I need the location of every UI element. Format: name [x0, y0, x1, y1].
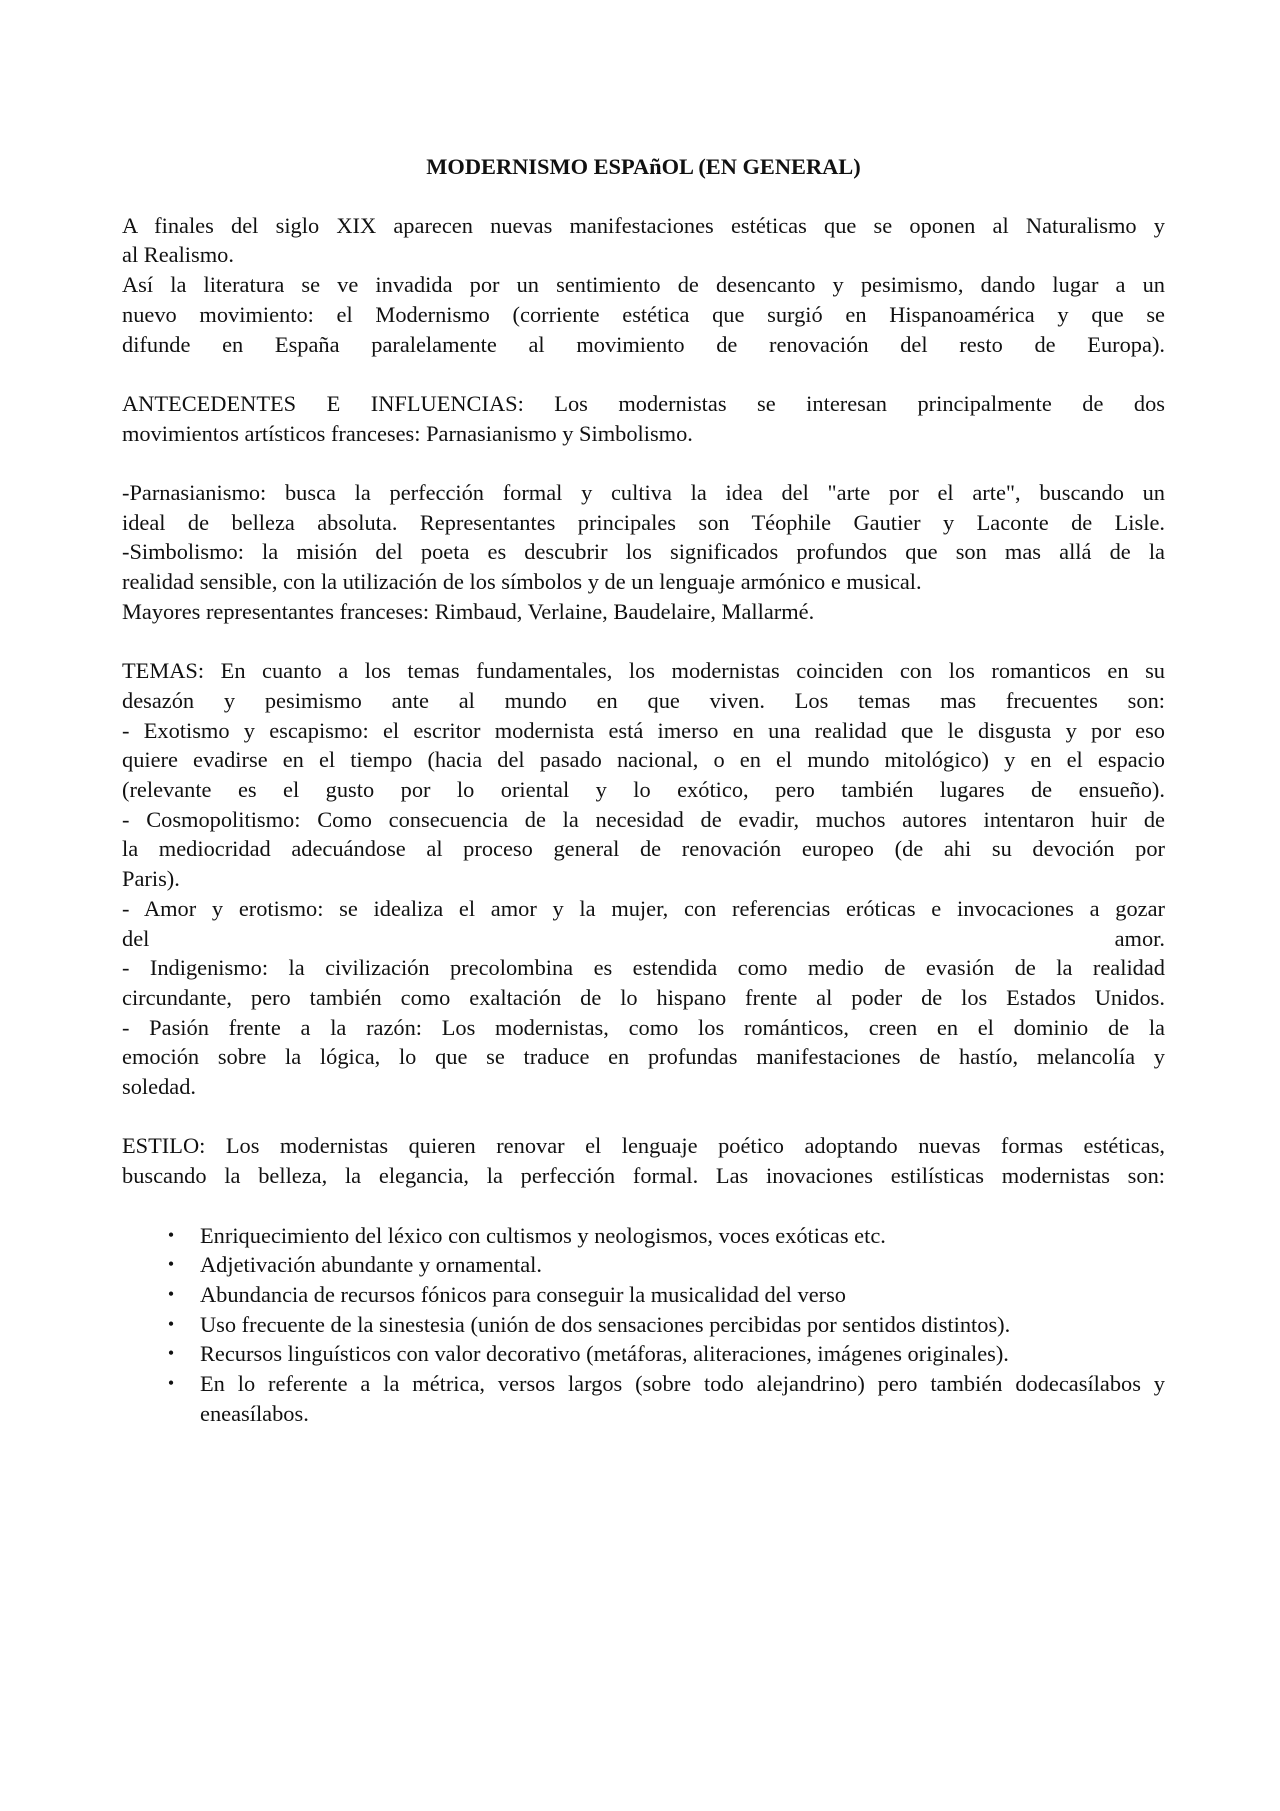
list-item-text: Uso frecuente de la sinestesia (unión de dos sensaciones percibidas por sentidos distintos).	[200, 1311, 1011, 1337]
antecedentes-paragraph	[122, 389, 1165, 448]
text-line: - Indigenismo: la civilización precolombina es estendida como medio de evasión de la realidad	[122, 955, 1165, 981]
text-line: quiere evadirse en el tiempo (hacia del pasado nacional, o en el mundo mitológico) y en el espacio	[122, 747, 1165, 773]
text-line: emoción sobre la lógica, lo que se traduce en profundas manifestaciones de hastío, melancolía y	[122, 1044, 1165, 1070]
list-item	[122, 1369, 1165, 1428]
text-line: la mediocridad adecuándose al proceso general de renovación europeo (de ahi su devoción por	[122, 836, 1165, 862]
text-line: Mayores representantes franceses: Rimbaud, Verlaine, Baudelaire, Mallarmé.	[122, 598, 815, 624]
list-item-text: En lo referente a la métrica, versos largos (sobre todo alejandrino) pero también dodecasílabos y eneasílabos.	[200, 1371, 1165, 1426]
text-line: - Pasión frente a la razón: Los modernistas, como los románticos, creen en el dominio de la	[122, 1014, 1165, 1040]
estilo-bullet-list	[122, 1221, 1165, 1429]
text-line: ideal de belleza absoluta. Representantes principales son Téophile Gautier y Laconte de Lisle.	[122, 509, 1165, 535]
paragraph-gap	[122, 359, 1165, 389]
text-line: -Simbolismo: la misión del poeta es descubrir los significados profundos que son mas allá de la	[122, 539, 1165, 565]
document-title: MODERNISMO ESPAñOL (EN GENERAL)	[426, 154, 861, 179]
text-line: - Exotismo y escapismo: el escritor modernista está imerso en una realidad que le disgusta y por eso	[122, 717, 1165, 743]
text-line: Paris).	[122, 866, 180, 892]
text-line: TEMAS: En cuanto a los temas fundamentales, los modernistas coinciden con los romanticos en su	[122, 658, 1165, 684]
bullet-icon: •	[167, 1343, 175, 1364]
text-line: circundante, pero también como exaltación de lo hispano frente al poder de los Estados Unidos.	[122, 984, 1165, 1010]
bullet-icon: •	[167, 1254, 175, 1275]
paragraph-gap	[122, 1102, 1165, 1132]
bullet-icon: •	[167, 1373, 175, 1394]
bullet-icon: •	[167, 1283, 175, 1304]
text-line: (relevante es el gusto por lo oriental y lo exótico, pero también lugares de ensueño).	[122, 777, 1165, 803]
bullet-icon: •	[167, 1224, 175, 1245]
intro-paragraph-1	[122, 211, 1165, 270]
list-item-text: Abundancia de recursos fónicos para conseguir la musicalidad del verso	[200, 1281, 846, 1307]
bullet-icon: •	[167, 1313, 175, 1334]
list-item	[122, 1280, 1165, 1310]
text-line: nuevo movimiento: el Modernismo (corriente estética que surgió en Hispanoamérica y que se	[122, 301, 1165, 327]
text-line: ANTECEDENTES E INFLUENCIAS: Los modernistas se interesan principalmente de dos	[122, 390, 1165, 416]
text-line: ESTILO: Los modernistas quieren renovar el lenguaje poético adoptando nuevas formas estéticas,	[122, 1133, 1165, 1159]
text-line: soledad.	[122, 1074, 196, 1100]
text-line: del amor.	[122, 925, 1165, 951]
movimientos-paragraph	[122, 478, 1165, 627]
list-item-text: Adjetivación abundante y ornamental.	[200, 1252, 542, 1278]
list-item-text: Recursos linguísticos con valor decorativo (metáforas, aliteraciones, imágenes originales).	[200, 1341, 1009, 1367]
list-item	[122, 1339, 1165, 1369]
list-item	[122, 1250, 1165, 1280]
text-line: - Amor y erotismo: se idealiza el amor y la mujer, con referencias eróticas e invocaciones a gozar	[122, 895, 1165, 921]
list-item-text: Enriquecimiento del léxico con cultismos y neologismos, voces exóticas etc.	[200, 1222, 886, 1248]
list-item	[122, 1221, 1165, 1251]
text-line: -Parnasianismo: busca la perfección formal y cultiva la idea del "arte por el arte", buscando un	[122, 480, 1165, 505]
text-line: A finales del siglo XIX aparecen nuevas manifestaciones estéticas que se oponen al Naturalismo y	[122, 212, 1165, 238]
text-line: - Cosmopolitismo: Como consecuencia de la necesidad de evadir, muchos autores intentaron huir de	[122, 806, 1165, 832]
estilo-paragraph	[122, 1131, 1165, 1190]
temas-paragraph	[122, 656, 1165, 1102]
intro-paragraph-2	[122, 270, 1165, 359]
paragraph-gap	[122, 627, 1165, 657]
text-line: desazón y pesimismo ante al mundo en que viven. Los temas mas frecuentes son:	[122, 687, 1165, 713]
paragraph-gap	[122, 448, 1165, 478]
text-line: movimientos artísticos franceses: Parnasianismo y Simbolismo.	[122, 420, 693, 446]
text-line: al Realismo.	[122, 242, 234, 268]
text-line: buscando la belleza, la elegancia, la perfección formal. Las inovaciones estilísticas modernistas son:	[122, 1163, 1165, 1189]
text-line: Así la literatura se ve invadida por un sentimiento de desencanto y pesimismo, dando lugar a un	[122, 272, 1165, 298]
paragraph-gap	[122, 1191, 1165, 1221]
text-line: realidad sensible, con la utilización de los símbolos y de un lenguaje armónico e musical.	[122, 569, 922, 595]
text-line: difunde en España paralelamente al movimiento de renovación del resto de Europa).	[122, 331, 1165, 357]
list-item	[122, 1310, 1165, 1340]
document-body	[122, 152, 1165, 1428]
